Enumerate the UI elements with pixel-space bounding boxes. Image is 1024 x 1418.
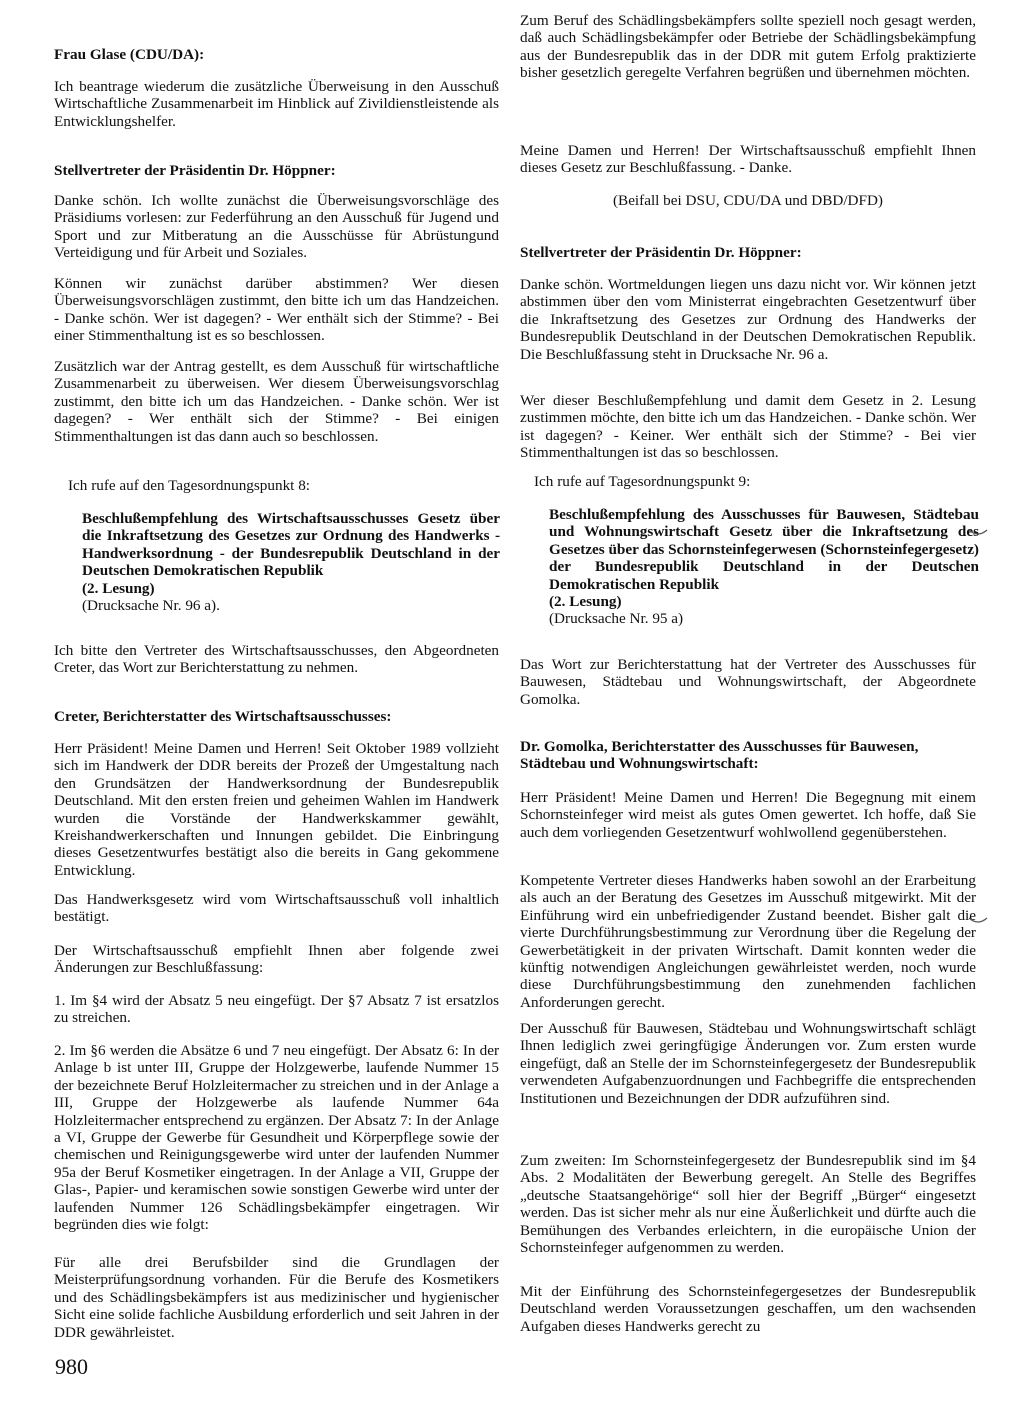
paragraph: 2. Im §6 werden die Absätze 6 und 7 neu eingefügt. Der Absatz 6: In der Anlage b ist unter III, Gruppe der Holzgewerbe, laufende Nummer 15 der bezeichnete Beruf Holzleitermacher zu streichen und in der Anlage a III, Gruppe der Holzgewerbe als laufende Nummer 64a Holzleitermacher entsprechend zu ergänzen. Der Absatz 7: In der Anlage a VI, Gruppe der Gewerbe für Gesundheit und Körperpflege sowie der chemischen und Reinigungsgewerbe wird unter der laufenden Nummer 95a der Beruf Kosmetiker eingetragen. In der Anlage a VII, Gruppe der Glas-, Papier- und keramischen sowie sonstigen Gewerbe wird unter der laufenden Nummer 126 Schädlingsbekämpfer eingetragen. Wir begründen dies wie folgt:: [54, 1042, 499, 1234]
stage-direction: (Beifall bei DSU, CDU/DA und DBD/DFD): [613, 192, 883, 209]
agenda-reading: (2. Lesung): [82, 579, 155, 597]
paragraph: Das Handwerksgesetz wird vom Wirtschaftsausschuß voll inhaltlich bestätigt.: [54, 891, 499, 926]
paragraph: Danke schön. Ich wollte zunächst die Überweisungsvorschläge des Präsidiums vorlesen: zur Federführung an den Ausschuß für Jugend und Sport und zur Mitberatung an die Ausschüsse für Abrüstungund Verteidigung und für Arbeit und Soziales.: [54, 192, 499, 262]
paragraph: Zusätzlich war der Antrag gestellt, es dem Ausschuß für wirtschaftliche Zusammenarbeit zu überweisen. Wer diesem Überweisungsvorschlag zustimmt, den bitte ich um das Handzeichen. - Danke schön. Wer ist dagegen? - Wer enthält sich der Stimme? - Bei einigen Stimmenthaltungen ist das dann auch so beschlossen.: [54, 358, 499, 445]
agenda-document: (Drucksache Nr. 96 a).: [82, 597, 220, 615]
agenda-item-8: [82, 510, 500, 614]
agenda-title: Beschlußempfehlung des Wirtschaftsausschusses Gesetz über die Inkraftsetzung des Gesetzes zur Ordnung des Handwerks - Handwerksordnung - der Bundesrepublik Deutschland in der Deutschen Demokratischen Republik: [82, 510, 500, 580]
paragraph: Herr Präsident! Meine Damen und Herren! Seit Oktober 1989 vollzieht sich im Handwerk der DDR bereits der Prozeß der Umgestaltung nach den Grundsätzen der Handwerksordnung der Bundesrepublik Deutschland. Mit den ersten freien und geheimen Wahlen im Handwerk wurden die Vorstände der Handwerkskammer gewählt, Kreishandwerkerschaften und Innungen gebildet. Die Einbringung dieses Gesetzentwurfes bestätigt also die bereits in Gang gekommene Entwicklung.: [54, 740, 499, 879]
curve-mark-icon: [968, 916, 988, 926]
agenda-reading: (2. Lesung): [549, 593, 622, 611]
right-column: [512, 0, 1024, 1418]
paragraph: Zum zweiten: Im Schornsteinfegergesetz der Bundesrepublik sind im §4 Abs. 2 Modalitäten der Bewerbung geregelt. An Stelle des Begriffes „deutsche Staatsangehörige“ soll hier der Begriff „Bürger“ eingesetzt werden. Das ist sicher mehr als nur eine Äußerlichkeit und dürfte auch die Bemühungen des Verbandes erleichtern, in die europäische Union der Schornsteinfeger aufgenommen zu werden.: [520, 1152, 976, 1257]
paragraph: Der Ausschuß für Bauwesen, Städtebau und Wohnungswirtschaft schlägt Ihnen lediglich zwei geringfügige Änderungen vor. Zum ersten wurde eingefügt, daß an Stelle der im Schornsteinfegergesetz der Bundesrepublik verwendeten Aufgabenzuordnungen und Fachbegriffe die entsprechenden Institutionen und Bezeichnungen der DDR aufzuführen sind.: [520, 1020, 976, 1107]
agenda-title: Beschlußempfehlung des Ausschusses für Bauwesen, Städtebau und Wohnungswirtschaft Gesetz über die Inkraftsetzung des Gesetzes über das Schornsteinfegerwesen (Schornsteinfegergesetz) der Bundesrepublik Deutschland in der Deutschen Demokratischen Republik: [549, 506, 979, 593]
curve-mark-icon: [968, 528, 988, 538]
paragraph: Zum Beruf des Schädlingsbekämpfers sollte speziell noch gesagt werden, daß auch Schädlingsbekämpfer oder Betriebe der Schädlingsbekämpfung aus der Bundesrepublik das in der DDR mit gutem Erfolg praktizierte bisher gesetzlich geregelte Verfahren begrüßen und übernehmen möchten.: [520, 12, 976, 82]
paragraph: Kompetente Vertreter dieses Handwerks haben sowohl an der Erarbeitung als auch an der Beratung des Gesetzes im Ausschuß mitgewirkt. Mit der Einführung wird ein unbefriedigender Zustand beendet. Bisher galt die vierte Durchführungsbestimmung zur Verordnung über die Regelung der Gewerbetätigkeit in der privaten Wirtschaft. Damit konnten weder die künftig notwendigen Angleichungen gewährleistet werden, noch wurde diese Durchführungsbestimmung den zunehmenden fachlichen Anforderungen gerecht.: [520, 872, 976, 1011]
paragraph: Wer dieser Beschlußempfehlung und damit dem Gesetz in 2. Lesung zustimmen möchte, den bitte ich um das Handzeichen. - Danke schön. Wer ist dagegen? - Keiner. Wer enthält sich der Stimme? - Bei vier Stimmenthaltungen ist das so beschlossen.: [520, 392, 976, 462]
paragraph: Für alle drei Berufsbilder sind die Grundlagen der Meisterprüfungsordnung vorhanden. Für die Berufe des Kosmetikers und des Schädlingsbekämpfers ist aus medizinischer und hygienischer Sicht eine solide fachliche Ausbildung erforderlich und seit Jahren in der DDR gewährleistet.: [54, 1254, 499, 1341]
paragraph: Der Wirtschaftsausschuß empfiehlt Ihnen aber folgende zwei Änderungen zur Beschlußfassung:: [54, 942, 499, 977]
paragraph: Ich rufe auf den Tagesordnungspunkt 8:: [68, 477, 311, 494]
paragraph: Mit der Einführung des Schornsteinfegergesetzes der Bundesrepublik Deutschland werden Voraussetzungen geschaffen, um den wachsenden Aufgaben dieses Handwerks gerecht zu: [520, 1283, 976, 1335]
paragraph: Danke schön. Wortmeldungen liegen uns dazu nicht vor. Wir können jetzt abstimmen über den vom Ministerrat eingebrachten Gesetzentwurf über die Inkraftsetzung des Gesetzes zur Ordnung des Handwerks der Bundesrepublik Deutschland in der Deutschen Demokratischen Republik. Die Beschlußfassung steht in Drucksache Nr. 96 a.: [520, 276, 976, 363]
speaker-heading: Frau Glase (CDU/DA):: [54, 46, 205, 63]
paragraph: Können wir zunächst darüber abstimmen? Wer diesen Überweisungsvorschlägen zustimmt, den bitte ich um das Handzeichen. - Danke schön. Wer ist dagegen? - Wer enthält sich der Stimme? - Bei einer Stimmenthaltung ist es so beschlossen.: [54, 275, 499, 345]
speaker-heading: Dr. Gomolka, Berichterstatter des Ausschusses für Bauwesen, Städtebau und Wohnungswirtschaft:: [520, 738, 919, 773]
agenda-item-9: [549, 506, 979, 628]
paragraph: Ich bitte den Vertreter des Wirtschaftsausschusses, den Abgeordneten Creter, das Wort zur Berichterstattung zu nehmen.: [54, 642, 499, 677]
paragraph: Meine Damen und Herren! Der Wirtschaftsausschuß empfiehlt Ihnen dieses Gesetz zur Beschlußfassung. - Danke.: [520, 142, 976, 177]
paragraph: Herr Präsident! Meine Damen und Herren! Die Begegnung mit einem Schornsteinfeger wird meist als gutes Omen gewertet. Ich hoffe, daß Sie auch dem vorliegenden Gesetzentwurf wohlwollend gegenüberstehen.: [520, 789, 976, 841]
paragraph: Das Wort zur Berichterstattung hat der Vertreter des Ausschusses für Bauwesen, Städtebau und Wohnungswirtschaft, der Abgeordnete Gomolka.: [520, 656, 976, 708]
paragraph: Ich rufe auf Tagesordnungspunkt 9:: [534, 473, 751, 490]
speaker-heading: Stellvertreter der Präsidentin Dr. Höppner:: [520, 244, 802, 261]
speaker-heading: Creter, Berichterstatter des Wirtschaftsausschusses:: [54, 708, 392, 725]
page-number: 980: [55, 1354, 88, 1379]
paragraph: Ich beantrage wiederum die zusätzliche Überweisung in den Ausschuß Wirtschaftliche Zusammenarbeit im Hinblick auf Zivildienstleistende als Entwicklungshelfer.: [54, 78, 499, 130]
paragraph: 1. Im §4 wird der Absatz 5 neu eingefügt. Der §7 Absatz 7 ist ersatzlos zu streichen.: [54, 992, 499, 1027]
speaker-heading: Stellvertreter der Präsidentin Dr. Höppner:: [54, 162, 336, 179]
agenda-document: (Drucksache Nr. 95 a): [549, 610, 684, 628]
